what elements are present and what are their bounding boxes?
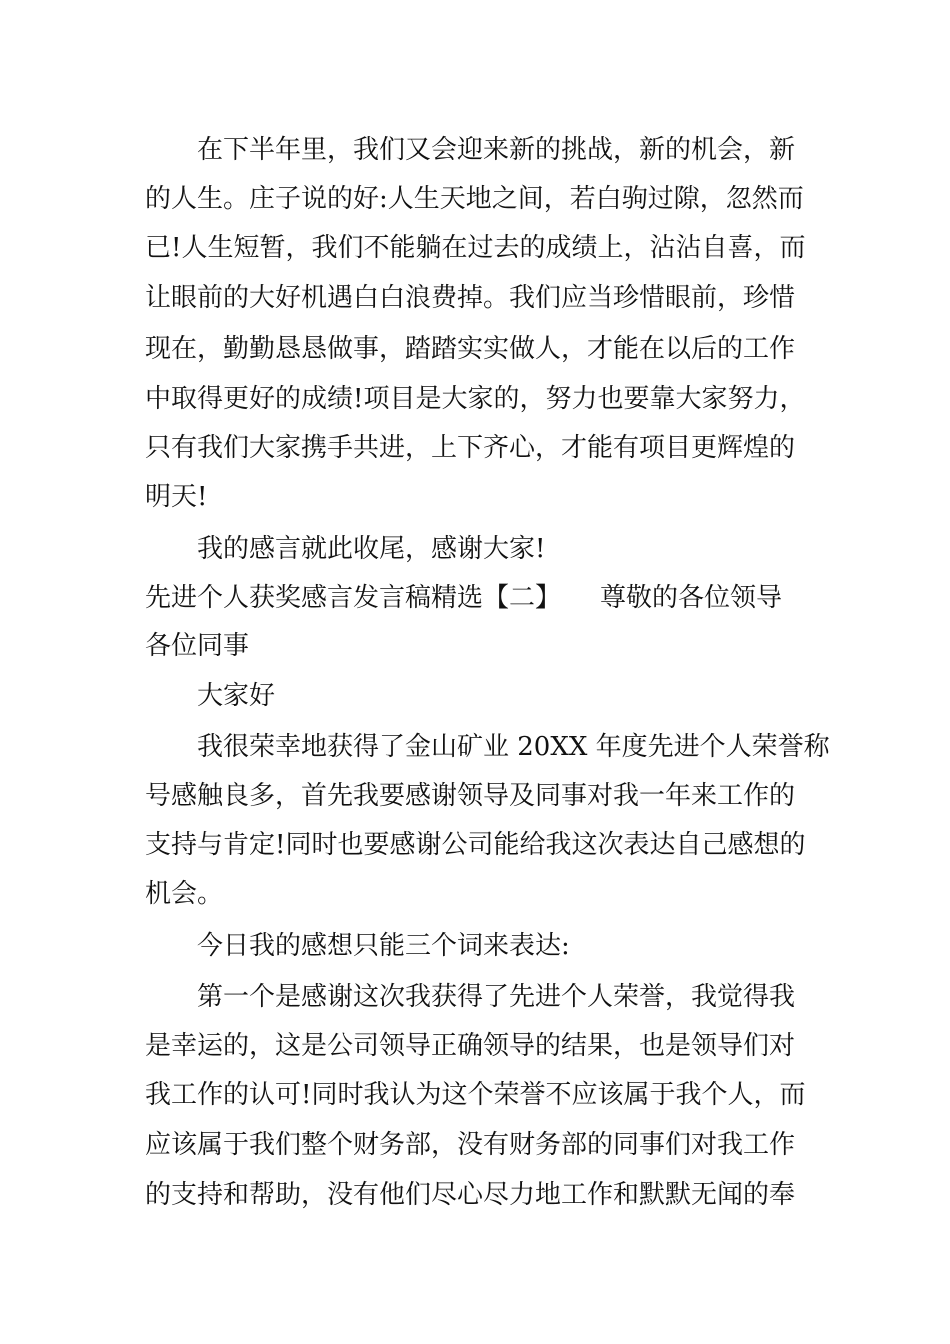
paragraph-line: 让眼前的大好机遇白白浪费掉。我们应当珍惜眼前，珍惜 [145, 283, 796, 313]
paragraph-line: 已!人生短暂，我们不能躺在过去的成绩上，沾沾自喜，而 [145, 233, 806, 263]
paragraph-line: 今日我的感想只能三个词来表达: [197, 931, 570, 961]
paragraph-line: 第一个是感谢这次我获得了先进个人荣誉，我觉得我 [197, 982, 796, 1012]
paragraph-line: 明天! [145, 482, 208, 512]
section-heading-line: 先进个人获奖感言发言稿精选【二】 尊敬的各位领导 [145, 583, 783, 613]
paragraph-line: 中取得更好的成绩!项目是大家的，努力也要靠大家努力， [145, 384, 806, 414]
paragraph-line: 是幸运的，这是公司领导正确领导的结果，也是领导们对 [145, 1031, 796, 1061]
greeting-line: 大家好 [197, 681, 276, 711]
paragraph-line: 现在，勤勤恳恳做事，踏踏实实做人，才能在以后的工作 [145, 334, 796, 364]
paragraph-line: 我很荣幸地获得了金山矿业 20XX 年度先进个人荣誉称 [197, 732, 830, 762]
paragraph-line: 在下半年里，我们又会迎来新的挑战，新的机会，新 [197, 135, 796, 165]
paragraph-line: 支持与肯定!同时也要感谢公司能给我这次表达自己感想的 [145, 830, 806, 860]
paragraph-line: 的人生。庄子说的好:人生天地之间，若白驹过隙，忽然而 [145, 184, 804, 214]
paragraph-line: 各位同事 [145, 631, 250, 661]
paragraph-line: 的支持和帮助，没有他们尽心尽力地工作和默默无闻的奉 [145, 1180, 796, 1210]
paragraph-line: 应该属于我们整个财务部，没有财务部的同事们对我工作 [145, 1130, 796, 1160]
paragraph-line: 我工作的认可!同时我认为这个荣誉不应该属于我个人，而 [145, 1080, 806, 1110]
paragraph-line: 只有我们大家携手共进，上下齐心，才能有项目更辉煌的 [145, 433, 796, 463]
paragraph-line: 机会。 [145, 879, 224, 909]
paragraph-line: 我的感言就此收尾，感谢大家! [197, 534, 546, 564]
paragraph-line: 号感触良多，首先我要感谢领导及同事对我一年来工作的 [145, 781, 796, 811]
